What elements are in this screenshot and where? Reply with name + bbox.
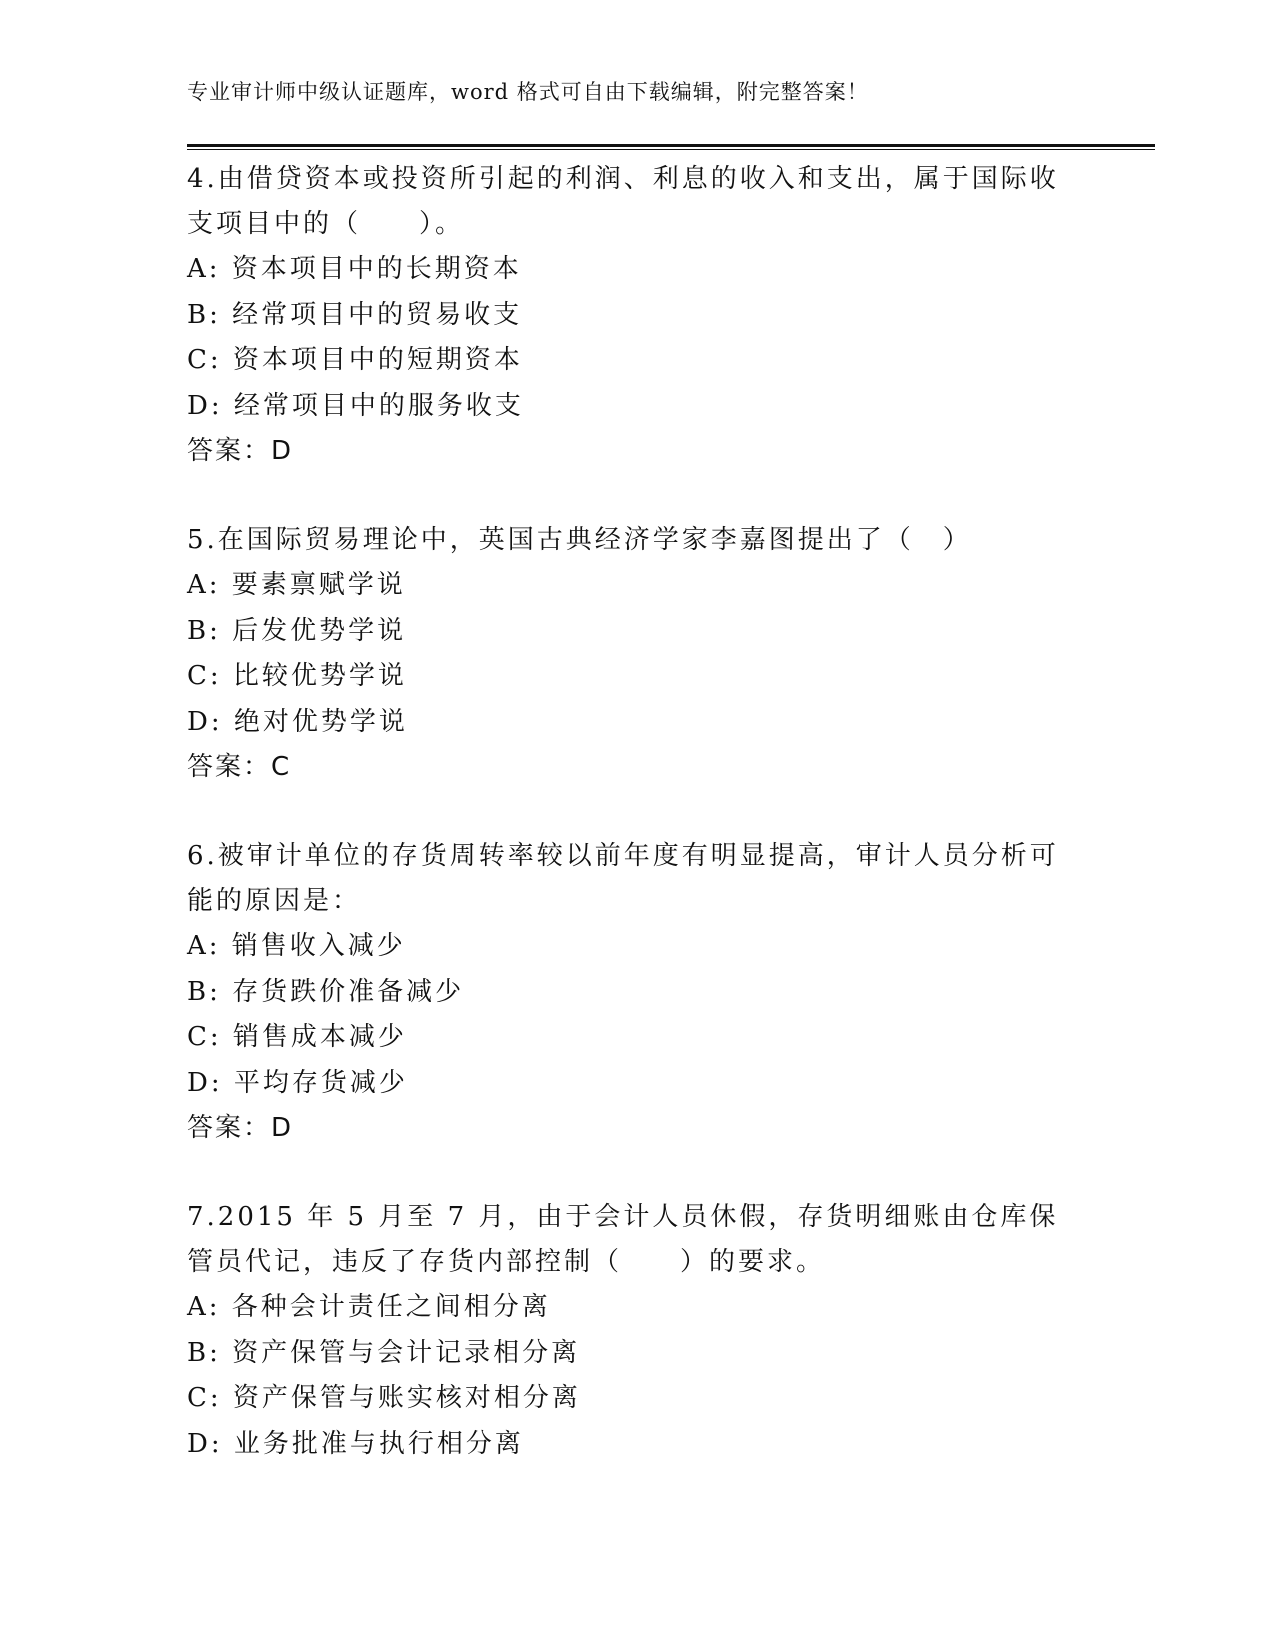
question-list	[187, 157, 1087, 1511]
option-b: B: 后发优势学说	[187, 615, 407, 646]
option-d: D: 平均存货减少	[187, 1067, 408, 1098]
question-stem: 6.被审计单位的存货周转率较以前年度有明显提高，审计人员分析可能的原因是：	[187, 841, 1059, 916]
answer-line: 答案：D	[187, 436, 294, 466]
question-5	[187, 518, 1087, 790]
option-a: A: 要素禀赋学说	[187, 570, 406, 600]
option-d: D: 经常项目中的服务收支	[187, 390, 524, 421]
option-b: B: 存货跌价准备减少	[187, 976, 465, 1007]
option-a: A: 各种会计责任之间相分离	[187, 1292, 551, 1322]
option-d: D: 绝对优势学说	[187, 706, 408, 737]
question-6	[187, 834, 1087, 1151]
option-b: B: 经常项目中的贸易收支	[187, 299, 523, 330]
page-header: 专业审计师中级认证题库，word 格式可自由下载编辑，附完整答案！	[187, 80, 869, 104]
option-a: A: 销售收入减少	[187, 931, 406, 961]
header-rule-thin	[187, 149, 1155, 150]
question-stem: 5.在国际贸易理论中，英国古典经济学家李嘉图提出了（ ）	[187, 525, 972, 555]
option-c: C: 资产保管与账实核对相分离	[187, 1383, 581, 1413]
question-stem: 4.由借贷资本或投资所引起的利润、利息的收入和支出，属于国际收支项目中的（ ）。	[187, 164, 1059, 239]
option-c: C: 销售成本减少	[187, 1022, 407, 1052]
question-stem: 7.2015 年 5 月至 7 月，由于会计人员休假，存货明细账由仓库保管员代记，违反了存货内部控制（ ）的要求。	[187, 1202, 1059, 1277]
option-b: B: 资产保管与会计记录相分离	[187, 1337, 581, 1368]
option-c: C: 资本项目中的短期资本	[187, 345, 523, 375]
question-4	[187, 157, 1087, 474]
answer-line: 答案：C	[187, 752, 292, 782]
header-rule-thick	[187, 144, 1155, 147]
option-d: D: 业务批准与执行相分离	[187, 1428, 524, 1459]
option-c: C: 比较优势学说	[187, 661, 407, 691]
answer-line: 答案：D	[187, 1113, 294, 1143]
question-7	[187, 1195, 1087, 1467]
option-a: A: 资本项目中的长期资本	[187, 254, 522, 284]
